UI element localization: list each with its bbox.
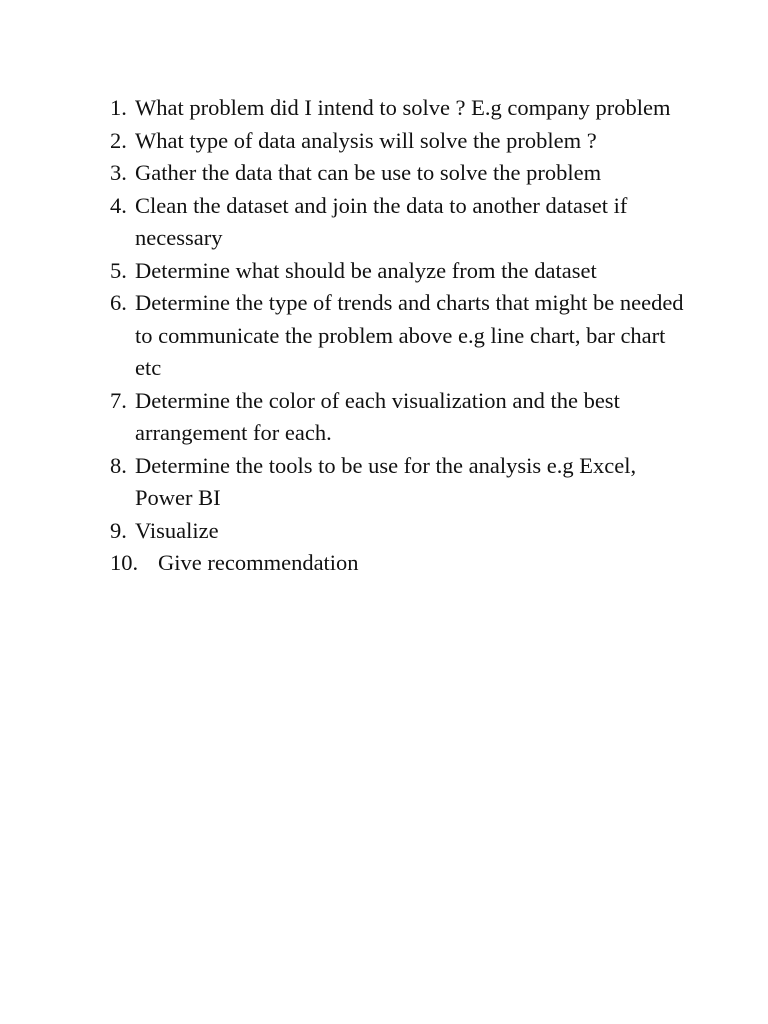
list-item-3 — [110, 157, 690, 190]
list-item-6 — [110, 287, 690, 385]
steps-list — [110, 92, 690, 580]
list-item-4 — [110, 190, 690, 255]
list-item-number: 5. — [110, 257, 127, 283]
list-item-number: 1. — [110, 95, 127, 120]
list-item-text: Determine the tools to be use for the analysis e.g Excel, Power BI — [135, 452, 637, 510]
list-item-text: Clean the dataset and join the data to another dataset if necessary — [135, 192, 628, 250]
list-item-text: Visualize — [135, 517, 219, 543]
list-item-text: Give recommendation — [158, 550, 359, 575]
list-item-number: 10. — [110, 550, 139, 575]
list-item-text: What type of data analysis will solve the problem ? — [135, 127, 597, 153]
list-item-number: 4. — [110, 192, 127, 218]
list-item-text: Determine what should be analyze from the dataset — [135, 257, 597, 283]
list-item-1 — [110, 92, 690, 125]
list-item-number: 8. — [110, 452, 127, 478]
list-item-number: 6. — [110, 290, 127, 315]
list-item-text: What problem did I intend to solve ? E.g company problem — [135, 95, 671, 120]
list-item-number: 9. — [110, 517, 127, 543]
list-item-text: Determine the color of each visualization and the best arrangement for each. — [135, 387, 620, 445]
list-item-text: Gather the data that can be use to solve the problem — [135, 160, 602, 185]
list-item-number: 7. — [110, 387, 127, 413]
list-item-8 — [110, 450, 690, 515]
list-item-number: 2. — [110, 127, 127, 153]
list-item-5 — [110, 255, 690, 288]
list-item-7 — [110, 385, 690, 450]
list-item-2 — [110, 125, 690, 158]
list-item-text: Determine the type of trends and charts that might be needed to communicate the problem above e.g line chart, bar chart etc — [135, 290, 684, 380]
list-item-10 — [110, 547, 690, 580]
list-item-9 — [110, 515, 690, 548]
list-item-number: 3. — [110, 160, 127, 185]
